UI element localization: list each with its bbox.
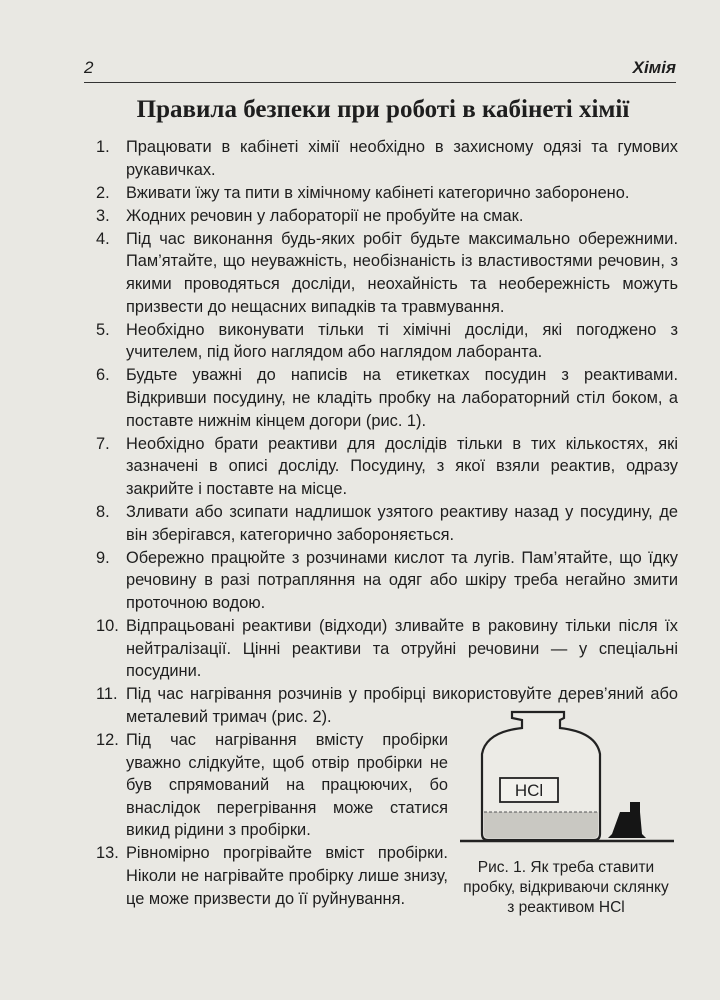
rule-text: Необхідно брати реактиви для дослідів тільки в тих кількостях, які зазначені в описі досліду. Посудину, з якої взяли реактив, одразу закрийте і поставте на місце. xyxy=(126,434,678,498)
rule-item xyxy=(96,615,678,683)
rule-text: Працювати в кабінеті хімії необхідно в захисному одязі та гумових рукавичках. xyxy=(126,138,678,179)
rule-text: Зливати або зсипати надлишок узятого реактиву назад у посудину, де він зберігався, категорично забороняється. xyxy=(126,503,678,544)
figure-bottle-stopper xyxy=(446,708,686,916)
rule-number: 12. xyxy=(96,730,119,749)
rule-item xyxy=(96,182,678,205)
liquid-fill xyxy=(484,812,598,838)
rule-item xyxy=(96,364,678,432)
rule-item xyxy=(96,136,678,181)
rule-text: Жодних речовин у лабораторії не пробуйте на смак. xyxy=(126,206,524,225)
rule-text: Обережно працюйте з розчинами кислот та лугів. Пам’ятайте, що їдку речовину в разі потрапляння на одяг або шкіру треба негайно змити проточною водою. xyxy=(126,548,678,612)
rule-text: Необхідно виконувати тільки ті хімічні досліди, які погоджено з учителем, під його наглядом або наглядом лаборанта. xyxy=(126,320,678,362)
caption-line: Рис. 1. Як треба ставити xyxy=(477,859,655,876)
stopper-icon xyxy=(608,802,646,838)
rule-number: 3. xyxy=(96,206,110,225)
rule-item xyxy=(96,228,678,318)
rule-number: 7. xyxy=(96,434,110,453)
page-title: Правила безпеки при роботі в кабінеті хімії xyxy=(136,96,630,123)
rule-text: Відпрацьовані реактиви (відходи) зливайте в раковину тільки після їх нейтралізації. Цінні реактиви та отруйні речовини — у спеціальні посудини. xyxy=(126,616,678,681)
rule-text: Вживати їжу та пити в хімічному кабінеті категорично заборонено. xyxy=(126,183,630,202)
rule-item xyxy=(96,319,678,364)
caption-line: з реактивом HCl xyxy=(507,899,625,916)
rule-item xyxy=(96,205,678,228)
caption-line: пробку, відкриваючи склянку xyxy=(463,879,669,896)
page-header xyxy=(84,56,676,83)
rule-item xyxy=(96,433,678,501)
page-number: 2 xyxy=(84,58,94,77)
rule-number: 5. xyxy=(96,320,110,339)
rule-text: Під час нагрівання розчинів у пробірці використовуйте дерев’яний або металевий тримач (рис. 2). xyxy=(126,685,678,726)
rule-item xyxy=(96,842,448,910)
rule-text: Будьте уважні до написів на етикетках посудин з реактивами. Відкривши посудину, не кладіть пробку на лабораторний стіл боком, а поставте нижнім кінцем догори (рис. 1). xyxy=(126,366,678,430)
rule-text: Під час виконання будь-яких робіт будьте максимально обережними. Пам’ятайте, що неуважність, необізнаність із властивостями речовин, з якими проводяться досліди, неохайність та необережність можуть призвести до нещасних випадків та травмування. xyxy=(126,229,678,316)
rule-number: 4. xyxy=(96,229,110,248)
bottle-label-text: HCl xyxy=(514,781,544,800)
rule-number: 8. xyxy=(96,503,110,521)
rule-item xyxy=(96,501,678,546)
rule-number: 9. xyxy=(96,548,110,567)
rule-number: 2. xyxy=(96,183,110,202)
figure-caption xyxy=(446,858,686,918)
rule-item xyxy=(96,547,678,615)
running-head-subject: Хімія xyxy=(632,58,676,77)
rule-number: 11. xyxy=(96,685,118,704)
rule-number: 6. xyxy=(96,366,110,385)
rule-text: Під час нагрівання вмісту пробірки уважно слідкуйте, щоб отвір пробірки не був спрямований на працюючих, бо внаслідок перегрівання може статися викид рідини з пробірки. xyxy=(126,730,448,840)
reagent-bottle-illustration xyxy=(446,708,686,853)
rule-text: Рівномірно прогрівайте вміст пробірки. Ніколи не нагрівайте пробірку лише знизу, це може призвести до її руйнування. xyxy=(126,844,448,908)
rule-number: 1. xyxy=(96,138,110,156)
rule-number: 10. xyxy=(96,616,119,635)
rule-item xyxy=(96,729,448,842)
rule-number: 13. xyxy=(96,844,119,863)
